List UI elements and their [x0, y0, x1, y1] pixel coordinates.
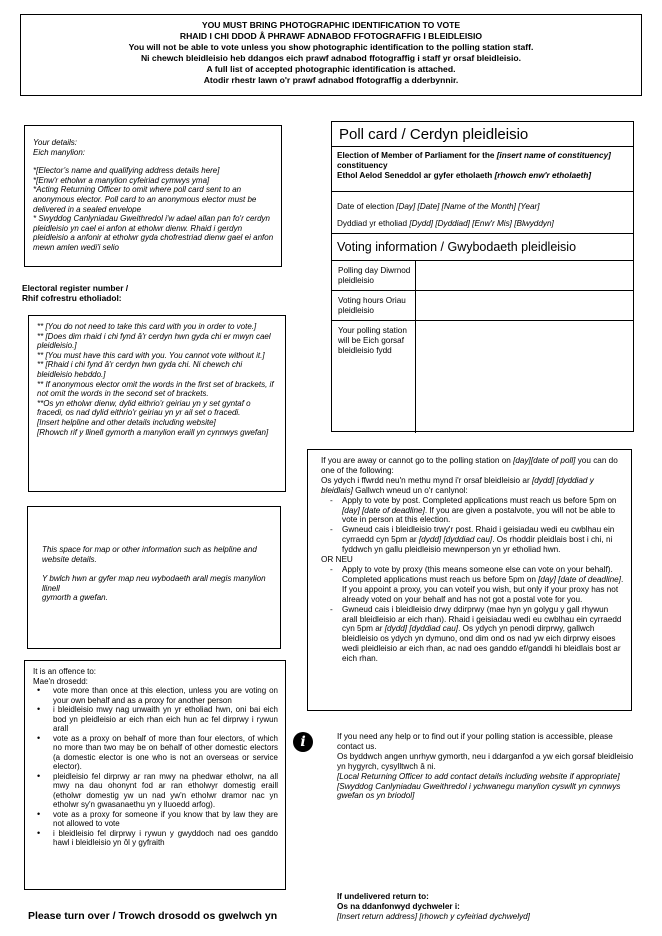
away-intro-cy [321, 476, 625, 496]
note: [Rhowch rif y llinell gymorth a manylion eraill yn cynnwys gwefan] [37, 427, 269, 437]
away-text: . Os ydych yn penodi dirprwy, gallwch bleidleisio os ydych yn dymuno, ond dim ond os nad yw eich dirprwy eisoes wedi pleidleisio ar eich rhan, ac nad oes ganddo ef/ganddi hi bleidlais bost ar eich rhan. [342, 624, 621, 664]
polling-day-row [332, 261, 633, 291]
away-text: . If you are given a postalvote, you will not be able to vote in person at this election. [342, 505, 616, 525]
offence-intro-en: It is an offence to: [33, 667, 97, 676]
help-section [337, 732, 637, 801]
voting-hours-row [332, 291, 633, 321]
help-cy: Os byddwch angen unrhyw gymorth, neu i ddarganfod a yw eich gorsaf bleidleisio yn hygyrch, cysylltwch â ni. [337, 751, 634, 771]
away-placeholder: [dydd] [dyddiad y bleidlais] [321, 475, 594, 495]
away-text: . If you appoint a proxy, you can voteif you wish, but only if your proxy has not already voted on your behalf and has not got a postal vote for you. [342, 574, 624, 604]
electoral-register-number [22, 283, 128, 303]
polling-day-label: Polling day Diwrnod pleidleisio [332, 261, 416, 290]
list-item: • i bleidleisio fel dirprwy i rywun y gwyddoch nad oes ganddo hawl i bleidleisio yn ôl y gyfraith [53, 829, 278, 848]
photo-id-banner [20, 14, 642, 96]
away-text: you can do one of the following: [321, 456, 618, 475]
away-text: Gwneud cais i bleidleisio trwy'r post. Rhaid i geisiadau wedi eu cwblhau ein cyrraedd cyn 5pm ar [342, 525, 615, 545]
away-text: If you are away or cannot go to the polling station on [321, 456, 514, 465]
list-item [342, 525, 625, 555]
elector-name-cy: *[Enw'r etholwr a manylion cyfeiriad cymwys yma] [33, 175, 210, 185]
away-placeholder: [dydd] [dyddiad cau] [384, 624, 459, 634]
map-space-cy-2: gymorth a gwefan. [42, 593, 108, 603]
date-en-placeholder: [Day] [Date] [Name of the Month] [Year] [396, 202, 540, 211]
map-space-box [27, 506, 281, 649]
election-details [332, 147, 633, 192]
away-text: Apply to vote by post. Completed applications must reach us before 5pm on [342, 495, 617, 505]
list-item: • vote as a proxy for someone if you know that by law they are not allowed to vote [53, 810, 278, 829]
list-item [342, 496, 625, 526]
polling-station-row [332, 321, 633, 433]
election-date [332, 192, 633, 234]
offences-box [24, 660, 286, 890]
away-placeholder: [day] [date of deadline] [538, 574, 622, 584]
poll-card [331, 121, 634, 432]
date-en [337, 202, 629, 212]
note: [Insert helpline and other details including website] [37, 417, 216, 427]
note: ** If anonymous elector omit the words in the first set of brackets, if not omit the words in the second set of brackets. [37, 379, 274, 399]
election-en-suffix: constituency [337, 161, 388, 170]
banner-line: You will not be able to vote unless you show photographic identification to the polling station staff. [128, 42, 534, 52]
offence-intro-cy: Mae'n drosedd: [33, 676, 88, 686]
note: ** [Does dim rhaid i chi fynd â'r cerdyn hwn gyda chi er mwyn cael pleidleisio.] [37, 331, 271, 351]
map-space-en: This space for map or other information such as helpline and website details. [42, 545, 257, 564]
help-en: If you need any help or to find out if your polling station is accessible, please contact us. [337, 732, 613, 751]
note: **Os yn etholwr dienw, dylid eithrio'r geiriau yn y set gyntaf o fracedi, os nad dylid eithrio'r geiriau yn yr ail set o fracedi. [37, 398, 251, 418]
election-en [337, 151, 629, 171]
list-item: • i bleidleisio mwy nag unwaith yn yr etholiad hwn, oni bai eich bod yn pleidleisio ar eich rhan eich hun ac fel dirprwy i rywun arall [53, 705, 278, 734]
register-label-cy: Rhif cofrestru etholiadol: [22, 293, 122, 303]
undelivered-cy: Os na ddanfonwyd dychweler i: [337, 902, 460, 911]
poll-card-title: Poll card / Cerdyn pleidleisio [332, 122, 633, 147]
date-en-label: Date of election [337, 202, 397, 211]
proxy-options [321, 565, 625, 664]
away-text: Gallwch wneud un o'r canlynol: [352, 485, 468, 495]
banner-line: A full list of accepted photographic identification is attached. [206, 64, 456, 74]
banner-line: Atodir rhestr lawn o'r prawf adnabod ffotograffig a dderbynnir. [203, 75, 459, 85]
list-item: • vote more than once at this election, unless you are voting on your own behalf and as a proxy for another person [53, 686, 278, 705]
away-text: . Os rhoddir pleidlais bost i chi, ni fyddwch yn gallu pleidleisio mewnperson yn yr etholiad hwn. [342, 535, 613, 555]
date-cy-placeholder: [Dydd] [Dyddiad] [Enw'r Mis] [Blwyddyn] [409, 219, 554, 228]
date-cy-label: Dyddiad yr etholiad [337, 219, 410, 228]
help-note-cy: [Swyddog Canlyniadau Gweithredol i ychwanegu manylion cyswllt yn cynnwys gwefan os yn briodol] [337, 781, 621, 801]
away-placeholder: [day] [date of deadline] [342, 505, 425, 515]
details-heading-cy: Eich manylion: [33, 147, 86, 157]
undelivered-en: If undelivered return to: [337, 892, 429, 901]
away-text: Apply to vote by proxy (this means someone else can vote on your behalf). Completed applications must reach us before 5pm on [342, 564, 613, 584]
list-item [342, 565, 625, 605]
constituency-placeholder: [insert name of constituency] [496, 151, 611, 160]
note: ** [You must have this card with you. You cannot vote without it.] [37, 350, 265, 360]
postal-options [321, 496, 625, 555]
map-space-cy: Y bwlch hwn ar gyfer map neu wybodaeth arall megis manylion llinell [42, 574, 266, 593]
return-address: [Insert return address] [rhowch y cyfeiriad dychwelyd] [337, 912, 530, 921]
register-label-en: Electoral register number / [22, 283, 129, 293]
your-details-box [24, 125, 282, 267]
election-cy [337, 171, 629, 181]
help-note-en: [Local Returning Officer to add contact details including website if appropriate] [337, 771, 620, 781]
away-intro-en [321, 456, 625, 476]
details-heading: Your details: [33, 138, 78, 147]
list-item: • pleidleisio fel dirprwy ar ran mwy na phedwar etholwr, na all mwy na dau ohonynt fod ar ran etholwyr domestig eraill (etholwr domestig yw un nad yw'n etholwr dramor nac yn etholwr sy'n gwasanaethu yn y lluoedd arfog). [53, 772, 278, 810]
election-en-text: Election of Member of Parliament for the [337, 151, 497, 160]
banner-line: RHAID I CHI DDOD Â PHRAWF ADNABOD FFOTOGRAFFIG I BLEIDLEISIO [179, 31, 483, 41]
list-item: • vote as a proxy on behalf of more than four electors, of which no more than two may be on behalf of other domestic electors (a domestic elector is one who is not an overseas or service elector). [53, 734, 278, 772]
polling-station-label: Your polling station will be Eich gorsaf bleidleisio fydd [332, 321, 416, 433]
constituency-placeholder-cy: [rhowch enw'r etholaeth] [494, 171, 592, 180]
date-cy [337, 219, 629, 229]
note: ** [You do not need to take this card with you in order to vote.] [37, 322, 257, 331]
offence-list [33, 686, 278, 848]
voting-info-title: Voting information / Gwybodaeth pleidleisio [332, 234, 633, 261]
undelivered-return [337, 892, 637, 922]
away-text: Os ydych i ffwrdd neu'n methu mynd i'r orsaf bleidleisio ar [321, 475, 532, 485]
notes-box [28, 315, 286, 492]
please-turn-over: Please turn over / Trowch drosodd os gwelwch yn [28, 910, 278, 922]
elector-name-en: *[Elector’s name and qualifying address details here] [33, 166, 220, 176]
away-options-box [307, 449, 632, 711]
away-text: Gwneud cais i bleidleisio drwy ddirprwy (mae hyn yn golygu y gall rhywun arall bleidleisio ar eich rhan). Rhaid i geisiadau wedi eu cwblhau ein cyrraedd cyn 5pm ar [342, 604, 622, 634]
banner-line: YOU MUST BRING PHOTOGRAPHIC IDENTIFICATION TO VOTE [201, 20, 461, 30]
voting-hours-label: Voting hours Oriau pleidleisio [332, 291, 416, 320]
banner-line: Ni chewch bleidleisio heb ddangos eich prawf adnabod ffotograffig i staff yr orsaf bleidleisio. [140, 53, 522, 63]
acting-ro-note-cy: * Swyddog Canlyniadau Gweithredol i'w adael allan pan fo'r cerdyn pleidleisio yn cael ei anfon at etholwr dienw. Rhaid i gerdyn pleidleisio a anfonir at etholwr gyda chofrestriad dienw gael ei anfon mewn amlen wedi'i selio [33, 214, 274, 252]
election-cy-text: Ethol Aelod Seneddol ar gyfer etholaeth [337, 171, 495, 180]
or-separator: OR NEU [321, 555, 353, 565]
acting-ro-note-en: *Acting Returning Officer to omit where poll card sent to an anonymous elector. Poll card to an anonymous elector must be delivered in a sealed envelope [33, 185, 257, 214]
list-item [342, 605, 625, 664]
info-icon: i [293, 732, 313, 752]
note: ** [Rhaid i chi fynd â'r cerdyn hwn gyda chi. Ni chewch chi bleidleisio hebddo.] [37, 360, 243, 379]
away-placeholder: [dydd] [dyddiad cau] [418, 535, 493, 545]
away-placeholder: [day][date of poll] [513, 456, 576, 465]
